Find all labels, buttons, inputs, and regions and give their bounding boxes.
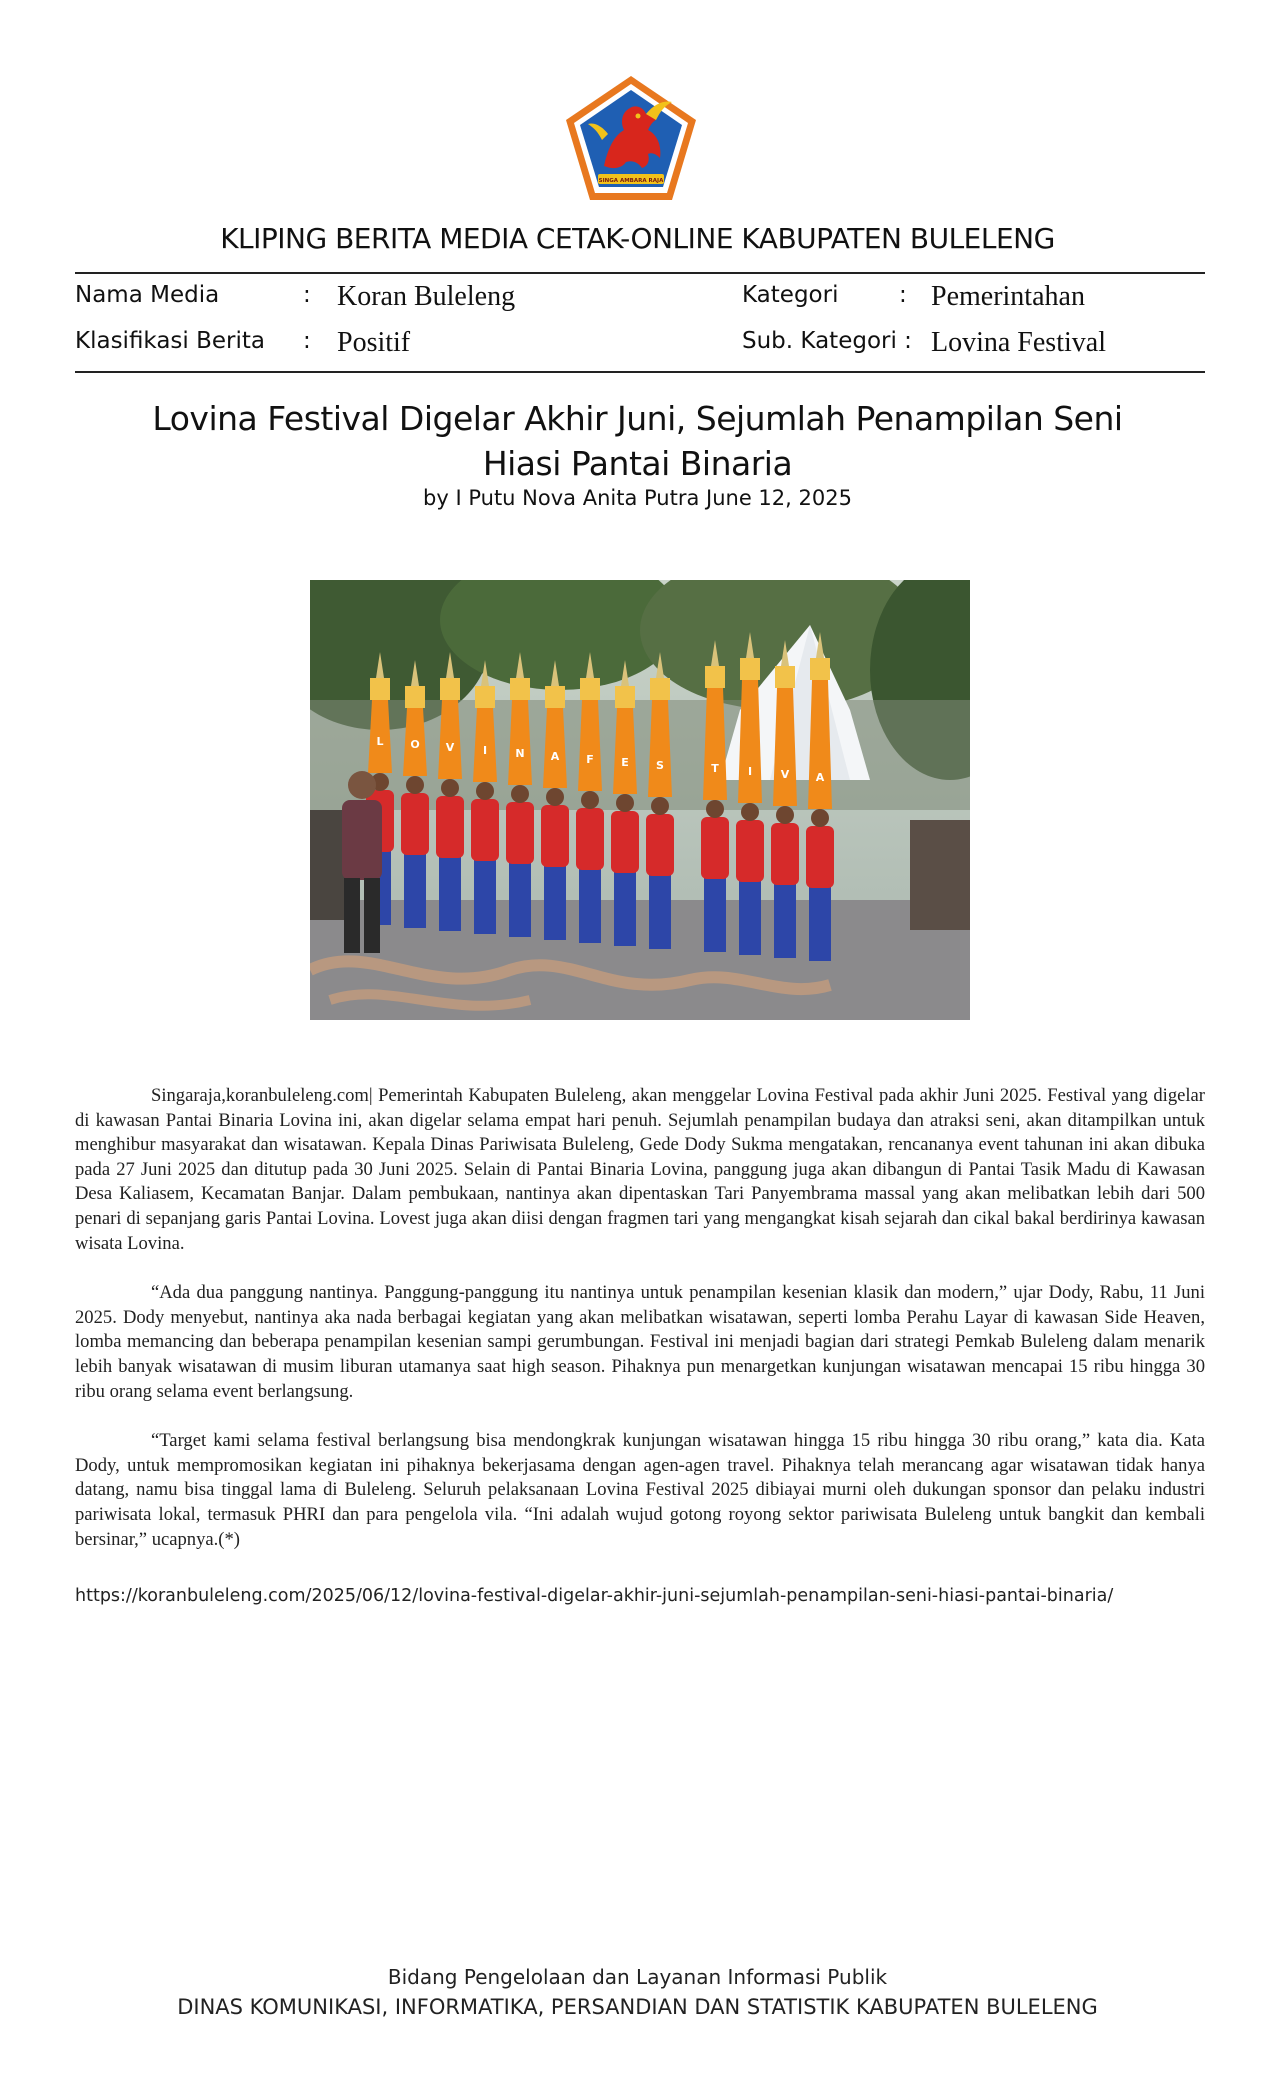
news-classification-label: Klasifikasi Berita [75, 328, 266, 354]
article-title-line-2: Hiasi Pantai Binaria [482, 444, 793, 483]
footer-division: Bidang Pengelolaan dan Layanan Informasi Publik [387, 1965, 888, 1989]
dancer [771, 640, 799, 958]
offering-letter: L [376, 735, 384, 748]
article-byline: by I Putu Nova Anita Putra June 12, 2025 [423, 486, 852, 510]
sub-category-value: Lovina Festival [931, 327, 1106, 358]
article-paragraph-2: “Ada dua panggung nantinya. Panggung-panggung itu nantinya untuk penampilan kesenian klasik dan modern,” ujar Dody, Rabu, 11 Juni 2025. Dody menyebut, nantinya aka nada berbagai kegiatan yang akan melibatkan wisatawan, seperti lomba Perahu Layar di kawasan Side Heaven, lomba memancing dan beberapa penampilan kesenian sampi gerumbungan. Festival ini menjadi bagian dari strategi Pemkab Buleleng dalam menarik lebih banyak wisatawan di musim liburan utamanya saat high season. Pihaknya pun menargetkan kunjungan wisatawan mencapai 15 ribu hingga 30 ribu orang selama event berlangsung. [75, 1282, 1205, 1402]
header-bottom-divider [75, 371, 1205, 373]
article-title [100, 396, 1175, 486]
offering-letter: I [482, 744, 488, 757]
offering-letter: E [621, 756, 629, 769]
svg-text:SINGA AMBARA RAJA: SINGA AMBARA RAJA [598, 178, 664, 184]
offering-letter: A [815, 771, 825, 784]
offering-letter: I [747, 765, 753, 778]
article-paragraph-1: Singaraja,koranbuleleng.com| Pemerintah Kabupaten Buleleng, akan menggelar Lovina Festival pada akhir Juni 2025. Festival yang digelar di kawasan Pantai Binaria Lovina ini, akan digelar selama empat hari penuh. Sejumlah penampilan budaya dan atraksi seni, akan ditampilkan untuk menghibur masyarakat dan wisatawan. Kepala Dinas Pariwisata Buleleng, Gede Dody Sukma mengatakan, rencananya event tahunan ini akan dibuka pada 27 Juni 2025 dan ditutup pada 30 Juni 2025. Selain di Pantai Binaria Lovina, panggung juga akan dibangun di Pantai Tasik Madu di Kawasan Desa Kaliasem, Kecamatan Banjar. Dalam pembukaan, nantinya akan dipentaskan Tari Panyembrama massal yang akan melibatkan lebih dari 500 penari di sepanjang garis Pantai Lovina. Lovest juga akan diisi dengan fragmen tari yang mengangkat kisah sejarah dan cikal bakal berdirinya kawasan wisata Lovina. [75, 1085, 1205, 1254]
footer-agency: DINAS KOMUNIKASI, INFORMATIKA, PERSANDIAN DAN STATISTIK KABUPATEN BULELENG [177, 1995, 1098, 2019]
offering-letter: F [586, 753, 594, 766]
sub-category-label: Sub. Kategori : [742, 328, 912, 354]
article-title-line-1: Lovina Festival Digelar Akhir Juni, Sejumlah Penampilan Seni [152, 399, 1123, 438]
offering-letter: V [780, 768, 790, 781]
category-value: Pemerintahan [931, 281, 1085, 312]
offering-letter: O [410, 738, 420, 751]
news-classification-colon: : [303, 328, 311, 354]
media-name-label: Nama Media [75, 282, 220, 308]
source-url: https://koranbuleleng.com/2025/06/12/lovina-festival-digelar-akhir-juni-sejumlah-penampilan-seni-hiasi-pantai-binaria/ [75, 1586, 1114, 1606]
media-name-value: Koran Buleleng [337, 281, 516, 312]
offering-letter: S [656, 759, 664, 772]
dancer [701, 640, 729, 952]
category-colon: : [899, 282, 907, 308]
offering-letter: V [445, 741, 455, 754]
document-header-title: KLIPING BERITA MEDIA CETAK-ONLINE KABUPATEN BULELENG [220, 222, 1055, 255]
article-photo [310, 580, 970, 1020]
offering-letter: N [515, 747, 525, 760]
offering-letter: T [711, 762, 719, 775]
media-name-colon: : [303, 282, 311, 308]
header-top-divider [75, 272, 1205, 274]
dancer [401, 660, 429, 928]
article-body [75, 1084, 1205, 1577]
category-label: Kategori [742, 282, 839, 308]
article-paragraph-3: “Target kami selama festival berlangsung bisa mendongkrak kunjungan wisatawan hingga 15 ribu hingga 30 ribu orang,” kata dia. Kata Dody, untuk mempromosikan kegiatan ini pihaknya bekerjasama dengan agen-agen travel. Pihaknya telah merancang agar wisatawan tidak hanya datang, namu bisa tinggal lama di Buleleng. Seluruh pelaksanaan Lovina Festival 2025 dibiayai murni oleh dukungan sponsor dan pelaku industri pariwisata lokal, termasuk PHRI dan para pengelola vila. “Ini adalah wujud gotong royong sektor pariwisata Buleleng untuk bangkit dan kembali bersinar,” ucapnya.(*) [75, 1430, 1205, 1550]
buleleng-regency-logo [564, 74, 698, 202]
news-classification-value: Positif [337, 327, 411, 358]
offering-letter: A [550, 750, 560, 763]
